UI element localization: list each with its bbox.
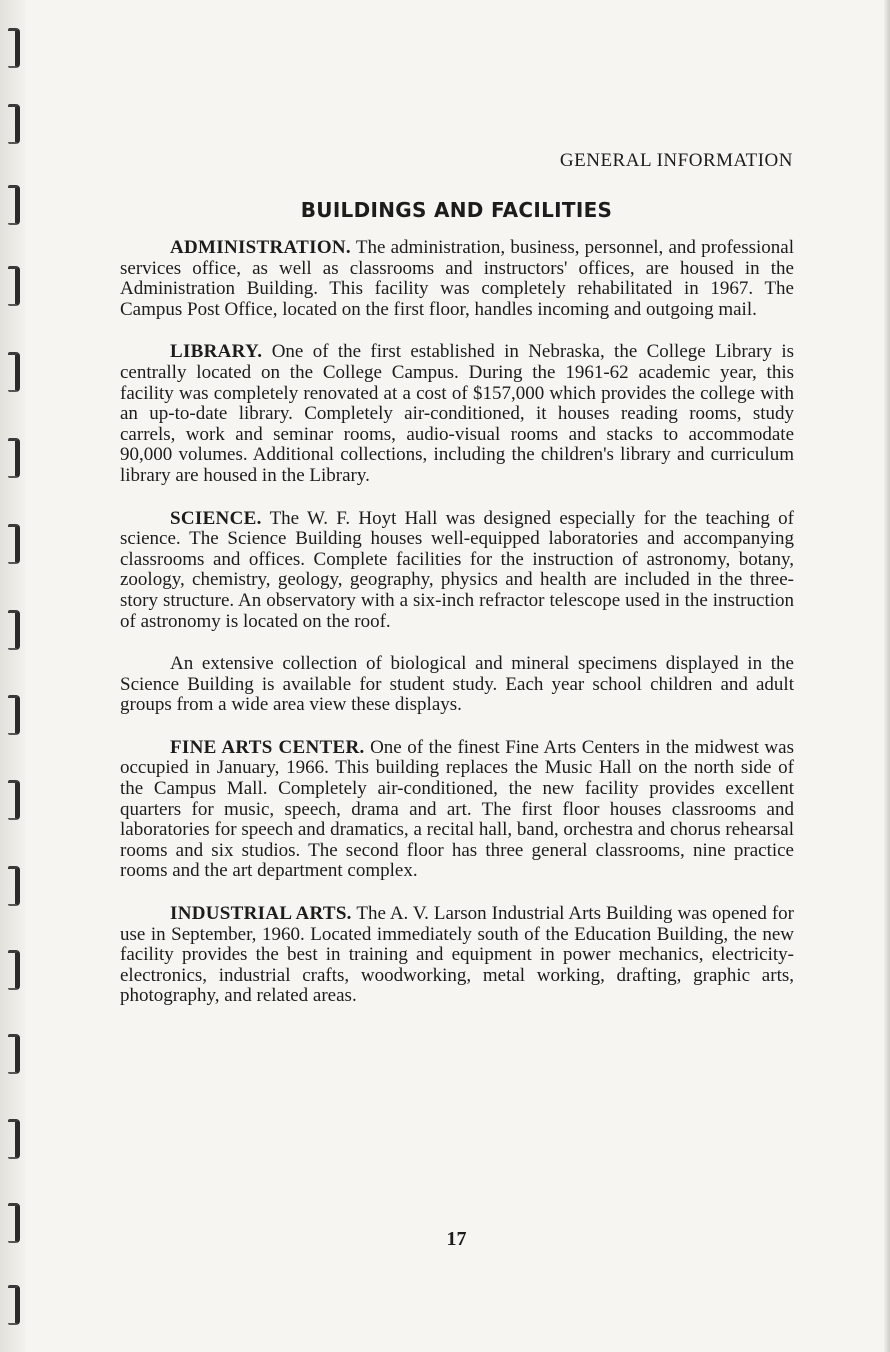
binding-ring	[8, 1119, 20, 1159]
binding-ring	[8, 266, 20, 306]
binding-ring	[8, 185, 20, 225]
binding-ring	[8, 1203, 20, 1243]
section-title: BUILDINGS AND FACILITIES	[300, 198, 613, 222]
paragraph-lead: ADMINISTRATION.	[170, 237, 351, 258]
binding-ring	[8, 1285, 20, 1325]
running-head: GENERAL INFORMATION	[559, 150, 793, 171]
paragraph-text: The administration, business, personnel, and professional services office, as well as classrooms and instructors' offices, are housed in the Administration Building. This facility was completely rehabilitated in 1967. The Campus Post Office, located on the first floor, handles incoming and outgoing mail.	[120, 237, 794, 320]
binding-ring	[8, 352, 20, 392]
paragraph-lead: SCIENCE.	[170, 507, 262, 529]
paragraph-text: The A. V. Larson Industrial Arts Building was opened for use in September, 1960. Located immediately south of the Education Building, the new facility provides the best in training and equipment in power mechanics, electricity-electronics, industrial crafts, woodworking, metal working, drafting, graphic arts, photography, and related areas.	[120, 903, 794, 1007]
binding-ring	[8, 104, 20, 144]
paragraph-text: One of the first established in Nebraska, the College Library is centrally located on the College Campus. During the 1961-62 academic year, this facility was completely renovated at a cost of $157,000 which provides the college with an up-to-date library. Completely air-conditioned, it houses reading rooms, study carrels, work and seminar rooms, audio-visual rooms and stacks to accommodate 90,000 volumes. Additional collections, including the children's library and curriculum library are housed in the Library.	[120, 341, 794, 486]
paragraph-library	[120, 342, 794, 486]
binding-ring	[8, 950, 20, 990]
body-text	[120, 238, 794, 1029]
binding-ring	[8, 610, 20, 650]
paragraph-lead: INDUSTRIAL ARTS.	[170, 903, 352, 925]
paragraph-administration	[120, 238, 794, 320]
binding-ring	[8, 695, 20, 735]
binding-ring	[8, 524, 20, 564]
page-edge	[884, 0, 890, 1352]
binding-ring	[8, 438, 20, 478]
paragraph-fine-arts	[120, 738, 794, 882]
paragraph-industrial-arts	[120, 904, 794, 1007]
paragraph-science	[120, 509, 794, 633]
page-number: 17	[446, 1228, 467, 1250]
binding-ring	[8, 780, 20, 820]
paragraph-lead: FINE ARTS CENTER.	[170, 736, 365, 758]
paragraph-text: One of the finest Fine Arts Centers in the midwest was occupied in January, 1966. This building replaces the Music Hall on the north side of the Campus Mall. Completely air-conditioned, the new facility provides excellent quarters for music, speech, drama and art. The first floor houses classrooms and laboratories for speech and dramatics, a recital hall, band, orchestra and chorus rehearsal rooms and six studios. The second floor has three general classrooms, nine practice rooms and the art department complex.	[120, 736, 794, 882]
paragraph-specimens	[120, 654, 794, 716]
binding-ring	[8, 1034, 20, 1074]
paragraph-text: An extensive collection of biological and mineral specimens displayed in the Science Building is available for student study. Each year school children and adult groups from a wide area view these displays.	[120, 653, 794, 716]
spiral-binding	[0, 0, 26, 1352]
paragraph-lead: LIBRARY.	[170, 341, 263, 363]
binding-ring	[8, 28, 20, 68]
paragraph-text: The W. F. Hoyt Hall was designed especially for the teaching of science. The Science Building houses well-equipped laboratories and accompanying classrooms and offices. Complete facilities for the instruction of astronomy, botany, zoology, chemistry, geology, geography, physics and health are included in the three-story structure. An observatory with a six-inch refractor telescope used in the instruction of astronomy is located on the roof.	[120, 507, 794, 632]
binding-ring	[8, 866, 20, 906]
